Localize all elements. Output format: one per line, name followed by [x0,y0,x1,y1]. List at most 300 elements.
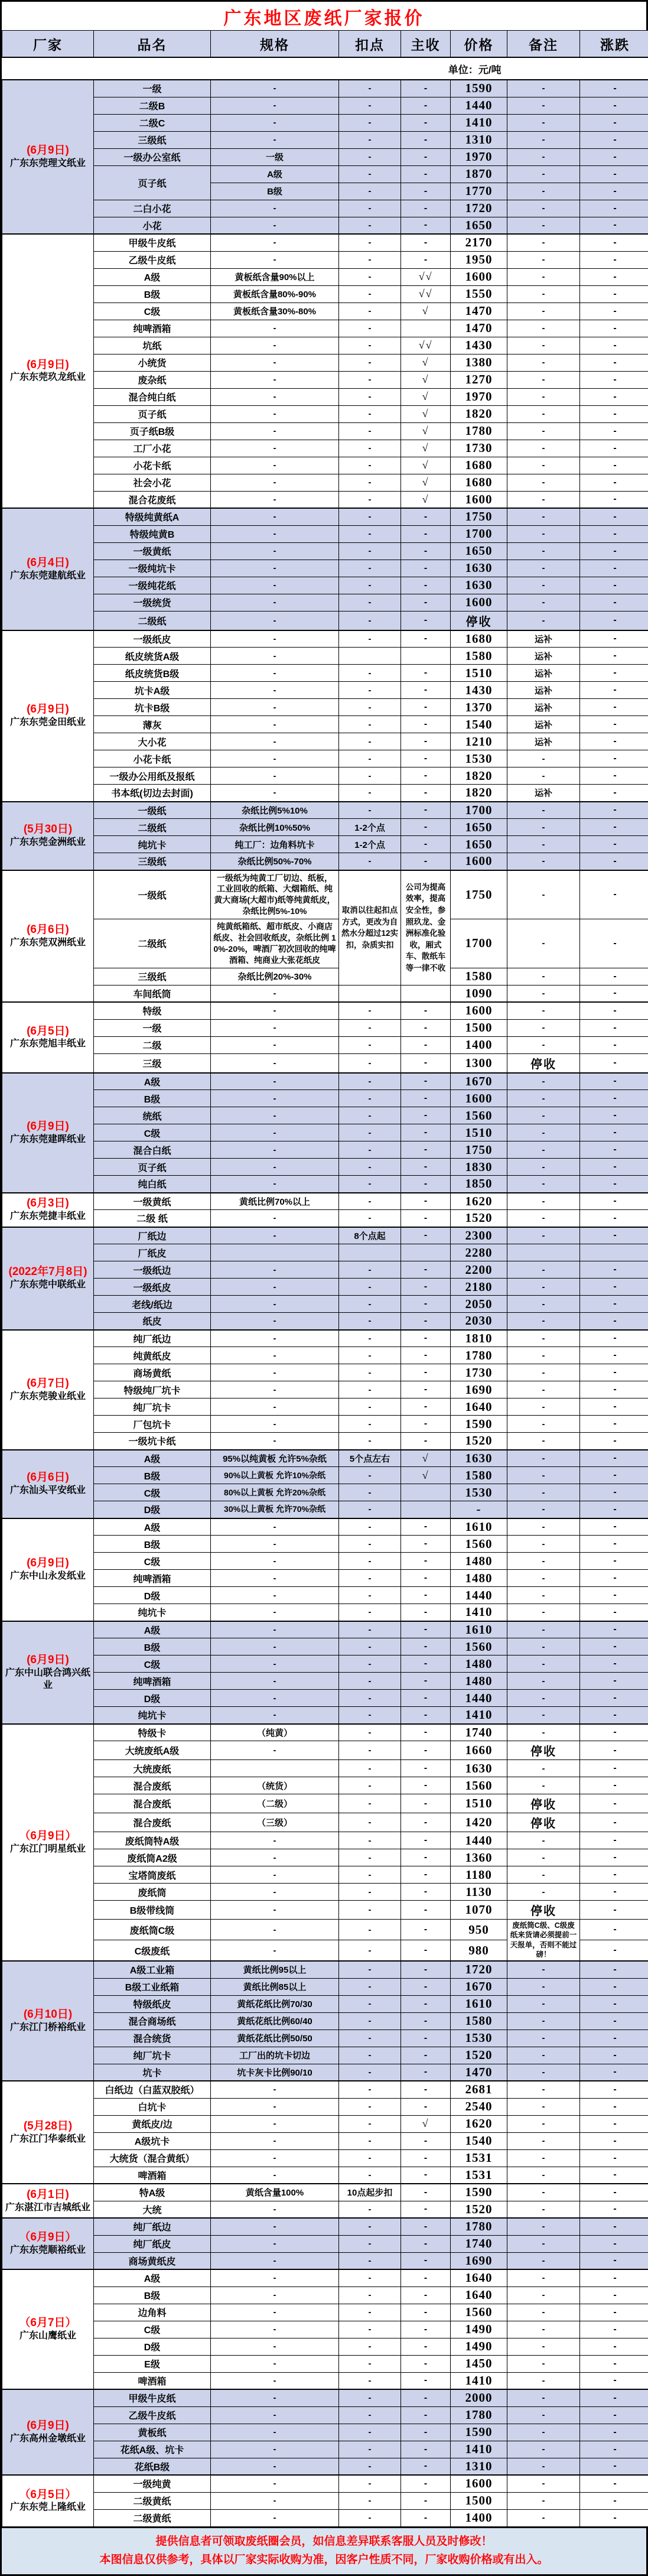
chg-cell: - [580,1604,648,1621]
price-cell: 1600 [451,853,507,870]
shou-cell: - [401,2492,451,2509]
spec-cell: - [211,1347,339,1364]
chg-cell: - [580,1261,648,1279]
chg-cell: - [580,1193,648,1210]
spec-cell: - [211,1621,339,1638]
pin-cell: 二级纸 [94,819,211,836]
price-cell: 1430 [451,682,507,699]
table-row [2,2098,648,2115]
shou-cell: - [401,699,451,716]
note-cell: 运补 [507,699,580,716]
factory-name: 广东中山永发纸业 [3,1570,93,1583]
shou-cell: - [401,1107,451,1124]
shou-cell: - [401,1036,451,1053]
column-header: 价格 [451,31,507,58]
note-cell: - [507,1002,580,1019]
shou-cell: - [401,1553,451,1570]
price-cell: 1810 [451,1330,507,1347]
price-cell: 1670 [451,1073,507,1090]
kou-cell: - [339,1940,401,1961]
shou-cell: - [401,1330,451,1347]
shou-cell: - [401,2304,451,2321]
kou-cell: - [339,1416,401,1433]
kou-cell: - [339,1090,401,1107]
title-bar [2,2,646,30]
note-cell: - [507,2475,580,2492]
table-row [2,371,648,388]
chg-cell: - [580,354,648,371]
note-cell: - [507,2458,580,2475]
shou-cell: - [401,1381,451,1398]
note-cell: - [507,2441,580,2458]
pin-cell: 大统废纸A级 [94,1741,211,1760]
factory-date: (6月9日) [3,144,93,158]
shou-cell: - [401,2081,451,2098]
chg-cell: - [580,2252,648,2269]
factory-cell [2,2184,94,2218]
note-cell: - [507,1777,580,1794]
shou-cell: √ [401,1467,451,1484]
note-cell: - [507,1832,580,1849]
spec-cell: - [211,491,339,508]
note-cell: - [507,388,580,405]
note-cell: - [507,1313,580,1330]
spec-cell: - [211,457,339,474]
price-cell: 1310 [451,2458,507,2475]
price-cell: 1580 [451,968,507,985]
factory-name: 广东汕头平安纸业 [3,1485,93,1497]
price-cell: 1410 [451,1604,507,1621]
price-cell: 1680 [451,474,507,491]
note-cell: 运补 [507,630,580,648]
price-cell: 1400 [451,1036,507,1053]
chg-cell: - [580,1416,648,1433]
note-cell: - [507,2098,580,2115]
note-cell: - [507,1849,580,1866]
table-row [2,1313,648,1330]
factory-date: (6月5日) [3,1024,93,1039]
shou-cell: - [401,2355,451,2372]
spec-cell: - [211,440,339,457]
price-cell: 1780 [451,422,507,440]
shou-cell: - [401,251,451,268]
spec-cell: 80%以上黄板 允许20%杂纸 [211,1484,339,1501]
spec-cell: - [211,1707,339,1724]
spec-cell: - [211,2235,339,2252]
pin-cell: 啤酒箱 [94,2167,211,2184]
table-row [2,1866,648,1884]
table-row [2,1107,648,1124]
note-cell: - [507,2047,580,2064]
price-cell: 1750 [451,508,507,525]
table-row [2,1638,648,1655]
spec-cell: - [211,371,339,388]
price-cell: 1500 [451,2492,507,2509]
shou-cell: - [401,148,451,165]
chg-cell: - [580,767,648,785]
kou-cell: - [339,2441,401,2458]
note-cell: - [507,836,580,853]
chg-cell: - [580,611,648,630]
pin-cell: 纯坑卡 [94,1604,211,1621]
table-row [2,1330,648,1347]
price-cell: 1440 [451,97,507,114]
price-cell: 1600 [451,594,507,611]
kou-cell: - [339,1570,401,1587]
price-cell: 1470 [451,303,507,320]
table-row [2,1707,648,1724]
pin-cell: C级废纸 [94,1940,211,1961]
chg-cell: - [580,1124,648,1141]
price-cell: 1410 [451,2372,507,2389]
pin-cell: 一级 [94,1019,211,1036]
kou-cell: - [339,2338,401,2355]
shou-cell: - [401,630,451,648]
chg-cell: - [580,1053,648,1073]
pin-cell: 工厂小花 [94,440,211,457]
kou-cell: - [339,1501,401,1518]
price-cell: 1530 [451,750,507,767]
note-cell: - [507,251,580,268]
note-cell: - [507,1484,580,1501]
note-cell: - [507,560,580,577]
chg-cell: - [580,337,648,354]
note-cell: - [507,234,580,251]
table-row [2,97,648,114]
chg-cell: - [580,2132,648,2149]
pin-cell: 花纸B级 [94,2458,211,2475]
spec-cell: A级 [211,165,339,183]
note-cell: - [507,1107,580,1124]
price-cell: 1500 [451,1019,507,1036]
pin-cell: 大统废纸 [94,1760,211,1777]
pin-cell: C级 [94,2321,211,2338]
pin-cell: C级 [94,1484,211,1501]
price-cell: 1270 [451,371,507,388]
spec-cell: 黄板纸含量80%-90% [211,285,339,303]
spec-cell: - [211,2389,339,2406]
spec-cell: - [211,2132,339,2149]
pin-cell: 特级纯厂坑卡 [94,1381,211,1398]
shou-cell: - [401,2064,451,2081]
kou-cell: - [339,2149,401,2167]
chg-cell: - [580,750,648,767]
shou-cell [401,320,451,337]
shou-cell: - [401,2458,451,2475]
pin-cell: 啤酒箱 [94,2372,211,2389]
kou-cell: - [339,2269,401,2286]
chg-cell: - [580,785,648,802]
spec-cell: - [211,648,339,665]
pin-cell: 二级黄纸 [94,2492,211,2509]
shou-cell: - [401,1707,451,1724]
price-cell: 1360 [451,1849,507,1866]
pin-cell: 页子纸 [94,405,211,422]
price-cell: 1510 [451,665,507,682]
pin-cell: 特A级 [94,2184,211,2201]
note-cell: - [507,2338,580,2355]
column-header: 主收 [401,31,451,58]
factory-date: （6月5日） [3,2488,93,2502]
spec-cell: - [211,1940,339,1961]
price-cell: 1630 [451,560,507,577]
spec-cell [211,1760,339,1777]
chg-cell: - [580,1777,648,1794]
chg-cell: - [580,968,648,985]
chg-cell: - [580,1901,648,1920]
kou-cell: - [339,457,401,474]
spec-cell: - [211,1279,339,1296]
shou-cell: - [401,2441,451,2458]
pin-cell: 三级纸 [94,968,211,985]
note-cell: - [507,1961,580,1978]
spec-cell: - [211,1570,339,1587]
note-cell: - [507,1638,580,1655]
spec-cell: - [211,1364,339,1381]
price-cell: 1630 [451,577,507,594]
price-cell: 1690 [451,2252,507,2269]
spec-cell: - [211,1518,339,1536]
price-cell: 1590 [451,2424,507,2441]
shou-cell: 公司为提高效率，提高安全性，参照玖龙、金洲标准化验收，厢式车、散纸车等一律不收 [401,870,451,985]
pin-cell: 二级C [94,114,211,131]
price-cell: 1820 [451,785,507,802]
price-cell: 1560 [451,1536,507,1553]
table-row [2,750,648,767]
note-cell: - [507,2115,580,2132]
note-cell: - [507,1995,580,2012]
spec-cell: - [211,1019,339,1036]
chg-cell: - [580,2372,648,2389]
kou-cell: - [339,1347,401,1364]
pin-cell: 大统货（混合黄纸） [94,2149,211,2167]
factory-date: (6月6日) [3,1471,93,1485]
spec-cell: - [211,2149,339,2167]
note-cell: - [507,1036,580,1053]
table-row [2,1673,648,1690]
factory-cell [2,1518,94,1621]
header-row [2,31,648,58]
price-cell: 1480 [451,1570,507,1587]
price-cell: 1740 [451,2235,507,2252]
note-cell: - [507,337,580,354]
chg-cell: - [580,1940,648,1961]
pin-cell: B级 [94,1638,211,1655]
kou-cell: - [339,1036,401,1053]
shou-cell: - [401,1832,451,1849]
pin-cell: 纯啤酒箱 [94,320,211,337]
pin-cell: 特级卡 [94,1724,211,1741]
pin-cell: D级 [94,1501,211,1518]
table-row [2,2012,648,2029]
note-cell: - [507,97,580,114]
table-row [2,1536,648,1553]
factory-date: (6月9日) [3,358,93,372]
factory-cell [2,1227,94,1330]
price-cell: 1540 [451,716,507,733]
pin-cell: 混合废纸 [94,1794,211,1813]
shou-cell: - [401,2218,451,2235]
factory-date: (5月28日) [3,2119,93,2133]
chg-cell: - [580,1019,648,1036]
price-cell: 1210 [451,733,507,750]
pin-cell: 混合统货 [94,2029,211,2047]
pin-cell: B级工业纸箱 [94,1978,211,1995]
table-row [2,1621,648,1638]
table-row [2,1587,648,1604]
spec-cell: （纯黄） [211,1724,339,1741]
shou-cell: - [401,1210,451,1227]
shou-cell: - [401,716,451,733]
pin-cell: 二级 纸 [94,1210,211,1227]
note-cell: - [507,2406,580,2424]
factory-name: 广东东莞捷丰纸业 [3,1211,93,1223]
kou-cell: - [339,440,401,457]
table-row [2,985,648,1002]
kou-cell: - [339,2492,401,2509]
table-row [2,2286,648,2304]
spec-cell: - [211,750,339,767]
note-cell: - [507,1210,580,1227]
spec-cell: - [211,785,339,802]
table-row [2,1920,648,1940]
chg-cell: - [580,1501,648,1518]
note-cell [507,1244,580,1261]
shou-cell: - [401,2321,451,2338]
factory-date: (5月30日) [3,822,93,837]
chg-cell: - [580,303,648,320]
pin-cell: D级 [94,1587,211,1604]
price-cell: 1600 [451,268,507,285]
shou-cell: - [401,2098,451,2115]
pin-cell: 纯黄纸皮 [94,1347,211,1364]
price-cell: - [451,1501,507,1518]
price-cell: 1430 [451,337,507,354]
note-cell: - [507,303,580,320]
shou-cell: - [401,2201,451,2218]
kou-cell: - [339,1296,401,1313]
note-cell: - [507,1724,580,1741]
spec-cell: - [211,525,339,542]
chg-cell: - [580,594,648,611]
shou-cell: - [401,1176,451,1193]
kou-cell: - [339,1330,401,1347]
chg-cell: - [580,2338,648,2355]
spec-cell: - [211,80,339,97]
kou-cell: - [339,183,401,200]
spec-cell: 90%以上黄板 允许10%杂纸 [211,1467,339,1484]
shou-cell [401,1244,451,1261]
factory-date: (6月9日) [3,2419,93,2433]
shou-cell: - [401,1002,451,1019]
price-cell: 1490 [451,2321,507,2338]
note-cell: - [507,1296,580,1313]
kou-cell: - [339,1832,401,1849]
spec-cell: 一级 [211,148,339,165]
shou-cell: - [401,750,451,767]
chg-cell: - [580,1467,648,1484]
kou-cell: 5个点左右 [339,1450,401,1467]
table-row [2,388,648,405]
note-cell: 运补 [507,682,580,699]
factory-name: 广东东莞建晖纸业 [3,1134,93,1146]
chg-cell: - [580,131,648,148]
shou-cell: - [401,2012,451,2029]
spec-cell: - [211,2509,339,2526]
note-cell: 废纸筒C级、C级废纸来货请必须提前一天报单，否则不能过磅！ [507,1920,580,1962]
pin-cell: 一级纸 [94,870,211,919]
table-row [2,1381,648,1398]
price-cell: 1780 [451,2218,507,2235]
kou-cell: - [339,1467,401,1484]
factory-cell [2,1724,94,1962]
shou-cell: - [401,80,451,97]
shou-cell: √ [401,405,451,422]
price-cell: 1310 [451,131,507,148]
table-row [2,457,648,474]
spec-cell: - [211,985,339,1002]
chg-cell: - [580,1920,648,1940]
kou-cell: - [339,1433,401,1450]
chg-cell: - [580,699,648,716]
kou-cell: - [339,2509,401,2526]
shou-cell: - [401,682,451,699]
price-cell: 1630 [451,1450,507,1467]
chg-cell: - [580,1849,648,1866]
kou-cell: - [339,474,401,491]
price-cell: 1780 [451,2406,507,2424]
spec-cell: - [211,2492,339,2509]
pin-cell: 一级坑卡纸 [94,1433,211,1450]
price-cell: 1440 [451,1690,507,1707]
table-row [2,1053,648,1073]
shou-cell: - [401,1690,451,1707]
price-cell: 1531 [451,2149,507,2167]
note-cell: - [507,968,580,985]
pin-cell: 一级纸 [94,802,211,819]
chg-cell: - [580,1450,648,1467]
price-cell: 1470 [451,2064,507,2081]
table-row [2,577,648,594]
price-cell: 1580 [451,2012,507,2029]
table-row [2,525,648,542]
note-cell: - [507,1655,580,1673]
pin-cell: 纯厂纸皮 [94,2235,211,2252]
chg-cell: - [580,853,648,870]
shou-cell: - [401,1141,451,1159]
note-cell: - [507,2012,580,2029]
chg-cell: - [580,1794,648,1813]
shou-cell: - [401,1901,451,1920]
price-cell: 2000 [451,2389,507,2406]
factory-name: 广东江门华泰纸业 [3,2133,93,2146]
note-cell: - [507,2492,580,2509]
shou-cell: - [401,1673,451,1690]
kou-cell: - [339,1961,401,1978]
note-cell: 停收 [507,1794,580,1813]
footer-line-2: 本图信息仅供参考，具体以厂家实际收购为准，因客户性质不同，厂家收购价格或有出入。 [4,2551,644,2569]
kou-cell: - [339,1364,401,1381]
spec-cell: - [211,1159,339,1176]
chg-cell: - [580,2424,648,2441]
price-cell: 1700 [451,525,507,542]
price-cell: 1420 [451,1813,507,1832]
pin-cell: 坑卡A级 [94,682,211,699]
note-cell: - [507,1501,580,1518]
chg-cell: - [580,1107,648,1124]
shou-cell: - [401,1193,451,1210]
table-row [2,491,648,508]
